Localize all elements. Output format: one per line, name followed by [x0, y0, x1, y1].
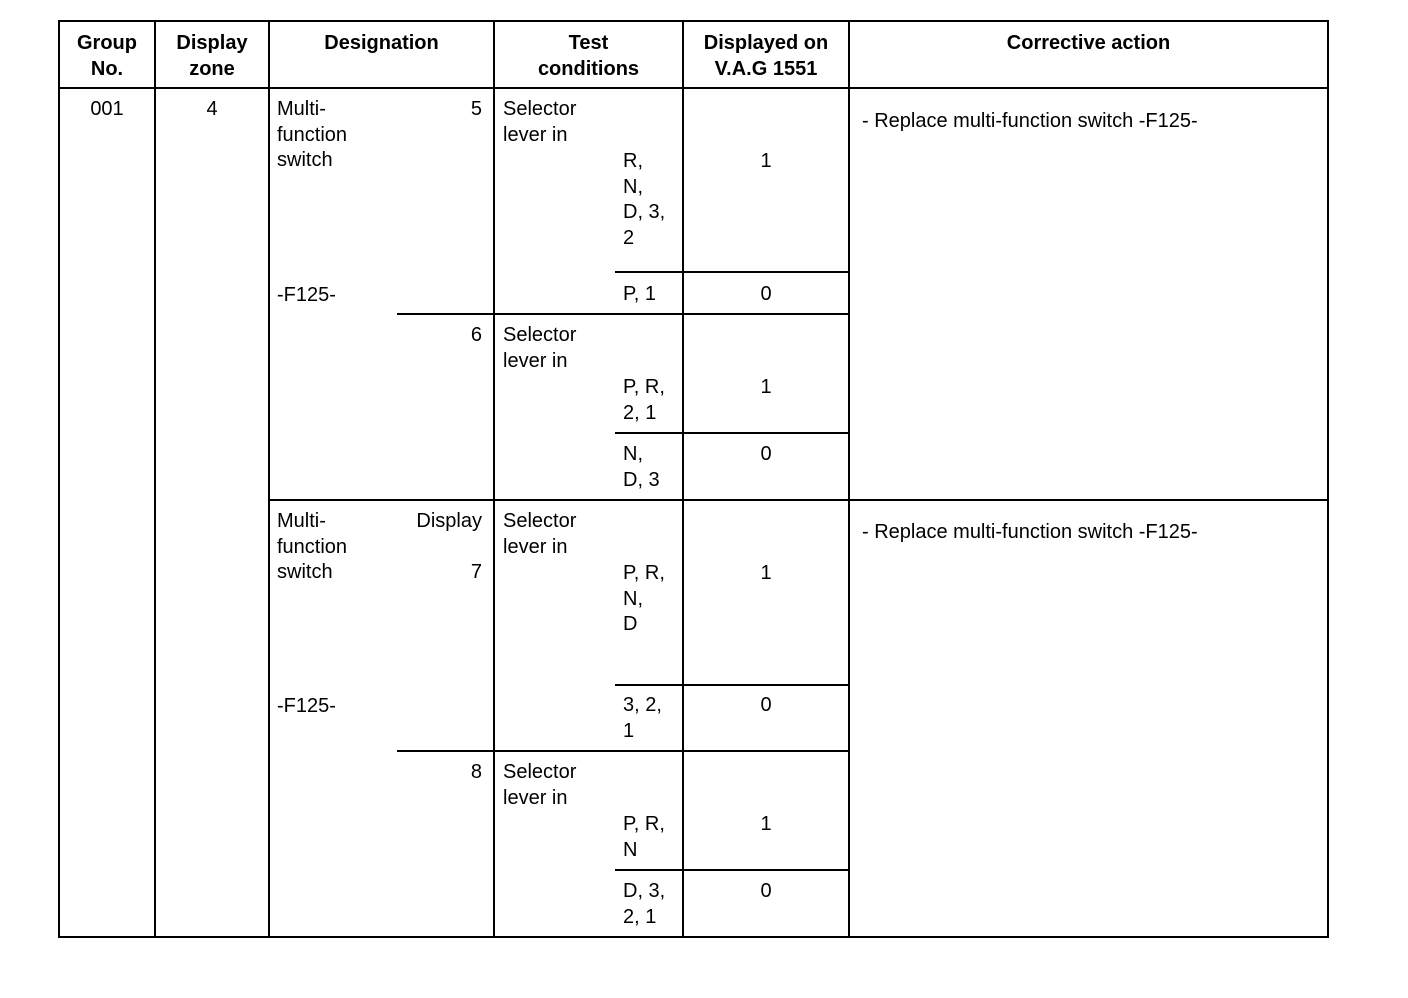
col-divider-2 — [268, 20, 270, 938]
rule-l — [615, 684, 850, 686]
selector-positions-5b: P, 1 — [623, 283, 656, 305]
designation-display-label: Display — [416, 510, 482, 532]
item-number-8: 8 — [470, 761, 482, 783]
designation-component: -F125- — [277, 284, 336, 306]
selector-positions-8b: D, 3, 2, 1 — [623, 880, 666, 928]
corrective-action-1: - Replace multi-function switch -F125- — [862, 110, 1198, 132]
selector-positions-6a: P, R, 2, 1 — [623, 376, 665, 424]
corrective-action-2: - Replace multi-function switch -F125- — [862, 521, 1198, 543]
test-condition-5: Selector lever in — [503, 98, 577, 146]
selector-positions-6b: N, D, 3 — [623, 443, 660, 491]
header-displayed-on: Displayed on V.A.G 1551 — [703, 32, 829, 80]
designation-multifunction-switch: Multi- function switch — [277, 98, 348, 171]
col-divider-3 — [493, 20, 495, 938]
displayed-value-8a: 1 — [760, 813, 772, 835]
header-display-zone: Display zone — [176, 32, 248, 80]
displayed-value-6b: 0 — [760, 443, 772, 465]
header-designation: Designation — [324, 32, 439, 54]
col-divider-5 — [848, 20, 850, 938]
displayed-value-8b: 0 — [760, 880, 772, 902]
block-divider-line — [268, 499, 1329, 501]
header-group-no: Group No. — [77, 32, 137, 80]
item-number-7: 7 — [470, 561, 482, 583]
selector-positions-5a: R, N, D, 3, 2 — [623, 150, 666, 249]
table-border-left — [58, 20, 60, 938]
displayed-value-7a: 1 — [760, 562, 772, 584]
selector-positions-8a: P, R, N — [623, 813, 665, 861]
display-zone-value: 4 — [206, 98, 218, 120]
displayed-value-6a: 1 — [760, 376, 772, 398]
item-number-6: 6 — [470, 324, 482, 346]
displayed-value-5b: 0 — [760, 283, 772, 305]
table-border-right — [1327, 20, 1329, 938]
selector-positions-7a: P, R, N, D — [623, 562, 665, 635]
group-no-value: 001 — [90, 98, 124, 120]
designation-component-2: -F125- — [277, 695, 336, 717]
col-divider-1 — [154, 20, 156, 938]
test-condition-6: Selector lever in — [503, 324, 577, 372]
item-number-5: 5 — [470, 98, 482, 120]
table-border-top — [58, 20, 1329, 22]
test-condition-7: Selector lever in — [503, 510, 577, 558]
rule-i — [615, 432, 850, 434]
header-bottom-line — [58, 87, 1329, 89]
test-condition-8: Selector lever in — [503, 761, 577, 809]
rule-m — [397, 750, 850, 752]
header-test-conditions: Test conditions — [537, 32, 640, 80]
selector-positions-7b: 3, 2, 1 — [623, 694, 662, 742]
designation-multifunction-switch-2: Multi- function switch — [277, 510, 348, 583]
table-border-bottom — [58, 936, 1329, 938]
rule-g — [397, 313, 850, 315]
displayed-value-7b: 0 — [760, 694, 772, 716]
rule-f — [615, 271, 850, 273]
header-corrective-action: Corrective action — [1006, 32, 1171, 54]
displayed-value-5a: 1 — [760, 150, 772, 172]
rule-o — [615, 869, 850, 871]
